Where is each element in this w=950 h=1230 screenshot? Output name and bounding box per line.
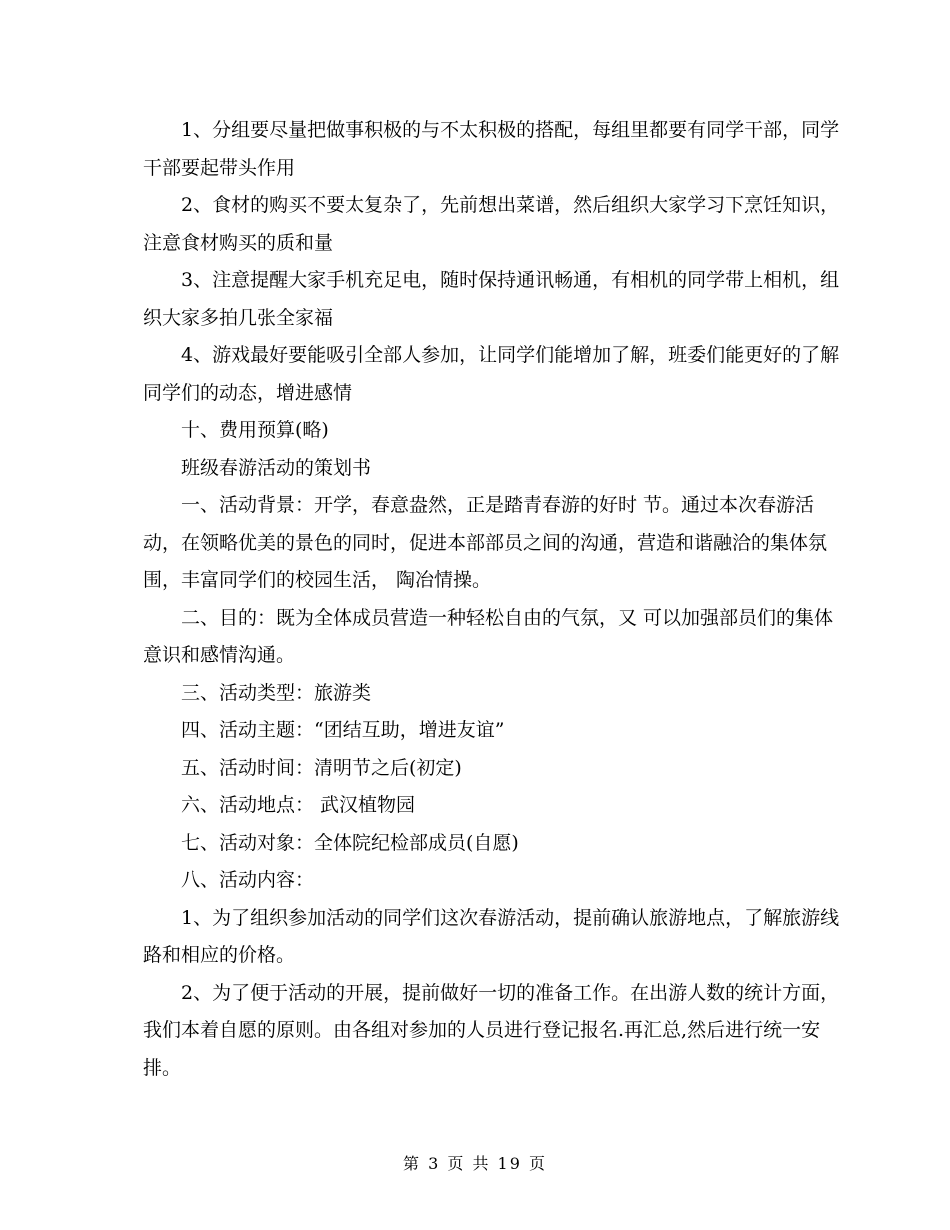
paragraph: 一、活动背景：开学，春意盎然，正是踏青春游的好时 节。通过本次春游活动，在领略优美的景色的同时，促进本部部员之间的沟通，营造和谐融洽的集体氛围，丰富同学们的校园生活， 陶冶情操。: [143, 494, 828, 591]
section-heading-budget: 十、费用预算(略): [181, 419, 329, 441]
document-subtitle: 班级春游活动的策划书: [181, 456, 372, 479]
paragraph: 六、活动地点： 武汉植物园: [181, 794, 416, 816]
page-number-footer: 第 3 页 共 19 页: [403, 1154, 547, 1173]
paragraph: 2、为了便于活动的开展，提前做好一切的准备工作。在出游人数的统计方面，我们本着自愿的原则。由各组对参加的人员进行登记报名.再汇总,然后进行统一安排。: [143, 981, 840, 1079]
paragraph: 1、分组要尽量把做事积极的与不太积极的搭配，每组里都要有同学干部，同学干部要起带头作用: [143, 119, 840, 179]
paragraph: 4、游戏最好要能吸引全部人参加，让同学们能增加了解，班委们能更好的了解同学们的动态，增进感情: [143, 344, 840, 404]
document-body: [143, 112, 843, 1087]
paragraph: 四、活动主题：“团结互助，增进友谊”: [181, 719, 505, 741]
paragraph: 3、注意提醒大家手机充足电，随时保持通讯畅通，有相机的同学带上相机，组织大家多拍几张全家福: [143, 269, 840, 329]
paragraph: 二、目的：既为全体成员营造一种轻松自由的气氛，又 可以加强部员们的集体意识和感情沟通。: [143, 606, 834, 666]
paragraph: 三、活动类型：旅游类: [181, 681, 372, 704]
paragraph: 七、活动对象：全体院纪检部成员(自愿): [181, 831, 519, 854]
paragraph: 八、活动内容：: [181, 869, 315, 891]
paragraph: 2、食材的购买不要太复杂了，先前想出菜谱，然后组织大家学习下烹饪知识，注意食材购买的质和量: [143, 194, 840, 254]
paragraph: 1、为了组织参加活动的同学们这次春游活动，提前确认旅游地点，了解旅游线路和相应的价格。: [143, 906, 840, 966]
paragraph: 五、活动时间：清明节之后(初定): [181, 756, 462, 779]
